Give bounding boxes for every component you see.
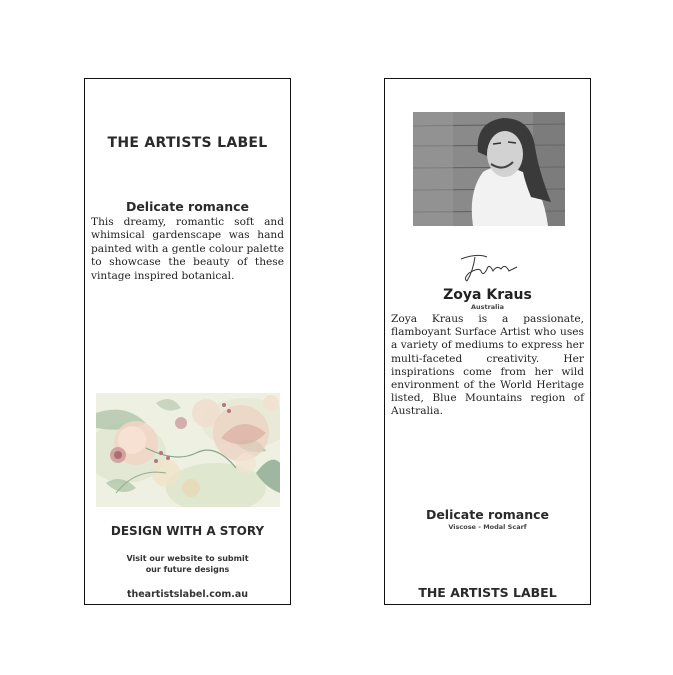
artist-signature-icon <box>457 249 521 289</box>
right-artist-card <box>384 78 591 605</box>
artist-photo <box>413 112 565 226</box>
website-link[interactable]: theartistslabel.com.au <box>126 589 249 600</box>
brand-title: THE ARTISTS LABEL <box>107 135 268 151</box>
product-subtitle: Viscose - Modal Scarf <box>448 523 527 531</box>
artist-name: Zoya Kraus <box>443 287 532 303</box>
artist-location: Australia <box>470 303 505 311</box>
cta-line-2: our future designs <box>145 565 230 574</box>
brand-footer: THE ARTISTS LABEL <box>418 585 557 600</box>
tagline: DESIGN WITH A STORY <box>110 524 265 538</box>
cta-line-1: Visit our website to submit <box>126 554 249 563</box>
left-label-card <box>84 78 291 605</box>
artist-bio: Zoya Kraus is a passionate, flamboyant Surface Artist who uses a variety of mediums to express her multi-faceted creativity. Her inspirations come from her wild environment of the World Heritage listed, Blue Mountains region of Australia. <box>391 313 584 418</box>
floral-pattern-image <box>96 393 280 507</box>
design-description: This dreamy, romantic soft and whimsical gardenscape was hand painted with a gentle colour palette to showcase the beauty of these vintage inspired botanical. <box>91 216 284 282</box>
design-title: Delicate romance <box>125 199 250 214</box>
product-title: Delicate romance <box>425 507 550 522</box>
